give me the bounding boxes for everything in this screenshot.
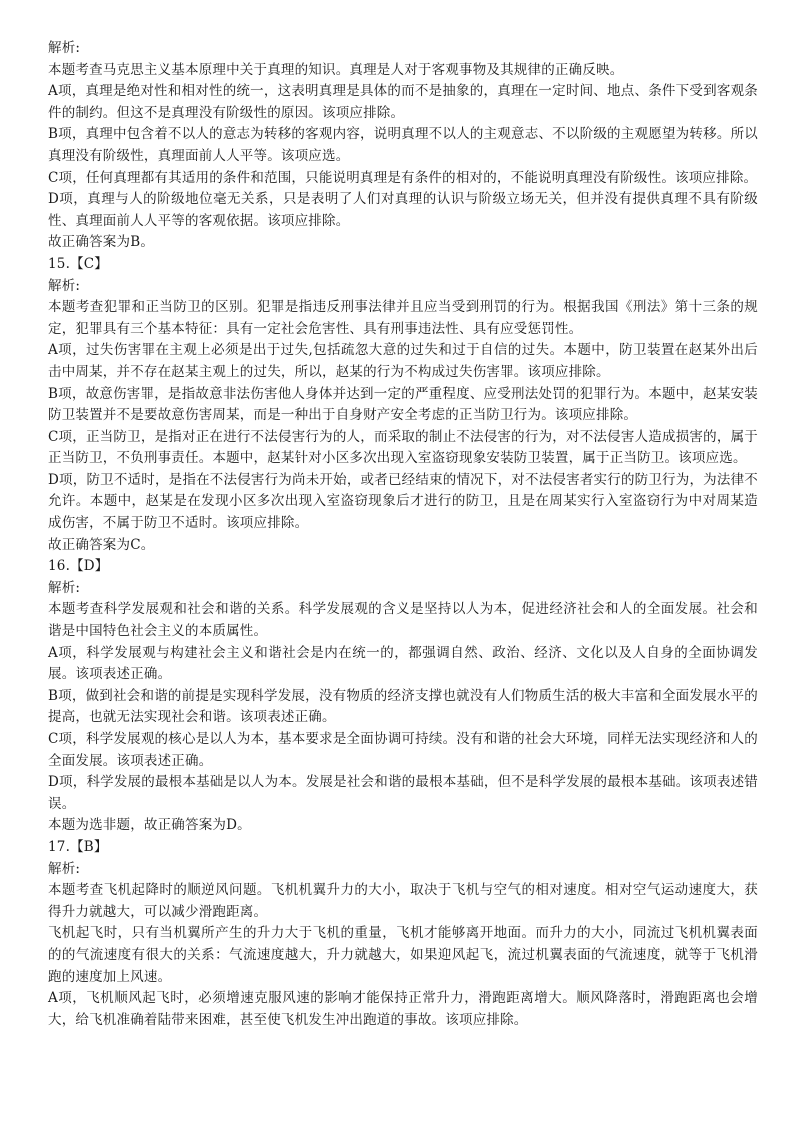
paragraph: D项，真理与人的阶级地位毫无关系，只是表明了人们对真理的认识与阶级立场无关，但并没有提供真理不具有阶级性、真理面前人人平等的客观依据。该项应排除。	[48, 191, 758, 229]
analysis-label: 解析:	[48, 579, 81, 596]
paragraph: A项，真理是绝对性和相对性的统一，这表明真理是具体的而不是抽象的，真理在一定时间、地点、条件下受到客观条件的制约。但这不是真理没有阶级性的原因。该项应排除。	[48, 83, 758, 121]
paragraph: 本题考查科学发展观和社会和谐的关系。科学发展观的含义是坚持以人为本，促进经济社会和人的全面发展。社会和谐是中国特色社会主义的本质属性。	[48, 601, 758, 640]
paragraph: B项，真理中包含着不以人的意志为转移的客观内容，说明真理不以人的主观意志、不以阶级的主观愿望为转移。所以真理没有阶级性，真理面前人人平等。该项应选。	[48, 126, 758, 164]
analysis-label: 解析:	[48, 277, 81, 294]
question-number: 15.【C】	[48, 255, 108, 272]
paragraph: 本题考查马克思主义基本原理中关于真理的知识。真理是人对于客观事物及其规律的正确反映。	[48, 61, 624, 78]
paragraph: C项，任何真理都有其适用的条件和范围，只能说明真理是有条件的相对的，不能说明真理没有阶级性。该项应排除。	[48, 169, 758, 186]
question-number: 17.【B】	[48, 838, 108, 855]
paragraph: A项，飞机顺风起飞时，必须增速克服风速的影响才能保持正常升力，滑跑距离增大。顺风降落时，滑跑距离也会增大，给飞机准确着陆带来困难，甚至使飞机发生冲出跑道的事故。该项应排除。	[48, 990, 758, 1028]
paragraph: C项，正当防卫，是指对正在进行不法侵害行为的人，而采取的制止不法侵害的行为，对不法侵害人造成损害的，属于正当防卫，不负刑事责任。本题中，赵某针对小区多次出现入室盗窃现象安装防卫装置，属于正当防卫。该项应选。	[48, 428, 758, 467]
paragraph: B项，做到社会和谐的前提是实现科学发展，没有物质的经济支撑也就没有人们物质生活的极大丰富和全面发展水平的提高，也就无法实现社会和谐。该项表述正确。	[48, 687, 758, 726]
analysis-label: 解析:	[48, 860, 81, 877]
paragraph: 本题考查飞机起降时的顺逆风问题。飞机机翼升力的大小，取决于飞机与空气的相对速度。相对空气运动速度大，获得升力就越大，可以减少滑跑距离。	[48, 882, 758, 920]
paragraph: A项，过失伤害罪在主观上必须是出于过失,包括疏忽大意的过失和过于自信的过失。本题中，防卫装置在赵某外出后击中周某，并不存在赵某主观上的过失，所以，赵某的行为不构成过失伤害罪。该项应排除。	[48, 342, 758, 380]
answer-line: 故正确答案为C。	[48, 536, 155, 553]
paragraph: D项，防卫不适时，是指在不法侵害行为尚未开始，或者已经结束的情况下，对不法侵害者实行的防卫行为，为法律不允许。本题中，赵某是在发现小区多次出现入室盗窃现象后才进行的防卫，且是在周某实行入室盗窃行为中对周某造成伤害，不属于防卫不适时。该项应排除。	[48, 471, 758, 532]
answer-line: 本题为选非题，故正确答案为D。	[48, 817, 251, 834]
paragraph: C项，科学发展观的核心是以人为本，基本要求是全面协调可持续。没有和谐的社会大环境，同样无法实现经济和人的全面发展。该项表述正确。	[48, 731, 758, 769]
analysis-label: 解析:	[48, 40, 81, 56]
paragraph: 本题考查犯罪和正当防卫的区别。犯罪是指违反刑事法律并且应当受到刑罚的行为。根据我国《刑法》第十三条的规定，犯罪具有三个基本特征：具有一定社会危害性、具有刑事违法性、具有应受惩罚性。	[48, 299, 758, 337]
paragraph: A项，科学发展观与构建社会主义和谐社会是内在统一的，都强调自然、政治、经济、文化以及人自身的全面协调发展。该项表述正确。	[48, 644, 758, 683]
answer-line: 故正确答案为B。	[48, 234, 155, 251]
paragraph: B项，故意伤害罪，是指故意非法伤害他人身体并达到一定的严重程度、应受刑法处罚的犯罪行为。本题中，赵某安装防卫装置并不是要故意伤害周某，而是一种出于自身财产安全考虑的正当防卫行为。该项应排除。	[48, 385, 758, 424]
question-number: 16.【D】	[48, 558, 109, 575]
paragraph: D项，科学发展的最根本基础是以人为本。发展是社会和谐的最根本基础，但不是科学发展的最根本基础。该项表述错误。	[48, 774, 758, 812]
document-page	[48, 38, 758, 1031]
paragraph: 飞机起飞时，只有当机翼所产生的升力大于飞机的重量，飞机才能够离开地面。而升力的大小，同流过飞机机翼表面的的气流速度有很大的关系：气流速度越大，升力就越大，如果迎风起飞，流过机翼表面的气流速度，就等于飞机滑跑的速度加上风速。	[48, 925, 758, 985]
